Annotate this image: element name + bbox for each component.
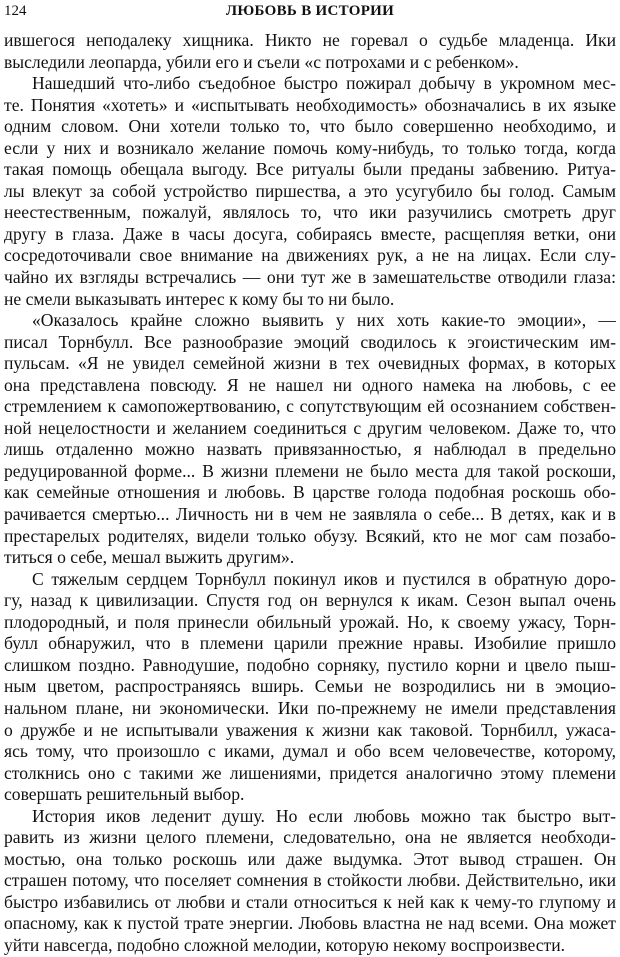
text-line: столкнись оно с такими же лишениями, придется аналогично этому племени	[4, 762, 616, 783]
text-line: мостью, она только роскошь или даже выдумка. Этот вывод страшен. Он	[4, 848, 616, 869]
text-line: булл обнаружил, что в племени царили прежние нравы. Изобилие пришло	[4, 633, 616, 654]
text-line: она представлена повсюду. Я не нашел ни одного намека на любовь, с ее	[4, 374, 616, 395]
text-line: стремлением к самопожертвованию, с сопутствующим ей осознанием собствен-	[4, 396, 616, 417]
text-line: совершать решительный выбор.	[4, 784, 245, 805]
text-line: нальном плане, ни экономически. Ики по-прежнему не имели представления	[4, 697, 616, 718]
text-line: лишь отдаленно можно назвать привязанностью, я наблюдал в предельно	[4, 439, 616, 460]
text-line: одним словом. Они хотели только то, что было совершенно необходимо, и	[4, 116, 616, 137]
running-title: ЛЮБОВЬ В ИСТОРИИ	[225, 3, 395, 19]
text-line: как семейные отношения и любовь. В царстве голода подобная роскошь обо-	[4, 482, 616, 503]
text-line: чайно их взгляды встречались — они тут же в замешательстве отводили глаза:	[4, 267, 616, 288]
text-line: ившегося неподалеку хищника. Никто не горевал о судьбе младенца. Ики	[4, 30, 616, 50]
text-line: не смели выказывать интерес к кому бы то ни было.	[4, 288, 395, 309]
running-header	[4, 1, 616, 21]
text-line: ясь тому, что произошло с иками, думал и обо всем человечестве, которому,	[4, 741, 616, 762]
text-line: сосредоточивали свое внимание на движениях рук, а не на лицах. Если слу-	[4, 245, 616, 266]
page-number: 124	[4, 3, 27, 19]
text-line: плодородный, и поля принесли обильный урожай. Но, к своему ужасу, Торн-	[4, 611, 616, 632]
text-line: рачивается смертью... Личность ни в чем не заявляла о себе... В детях, как и в	[4, 504, 616, 525]
text-line: гу, назад к цивилизации. Спустя год он вернулся к икам. Сезон выпал очень	[4, 590, 616, 611]
text-line: неестественным, пожалуй, являлось то, что ики разучились смотреть друг	[4, 202, 616, 223]
text-line: ным цветом, распространяясь вширь. Семьи не возродились ни в эмоцио-	[4, 676, 616, 697]
text-line: титься о себе, мешал выжить другим».	[4, 547, 295, 568]
text-line: писал Торнбулл. Все разнообразие эмоций сводилось к эгоистическим им-	[4, 331, 616, 352]
text-line: выследили леопарда, убили его и съели «с потрохами и с ребенком».	[4, 51, 519, 72]
text-line: «Оказалось крайне сложно выявить у них хоть какие-то эмоции», —	[32, 310, 616, 331]
text-line: другу в глаза. Даже в часы досуга, собираясь вместе, расщепляя ветки, они	[4, 223, 616, 244]
body-text	[4, 30, 616, 957]
text-line: История иков леденит душу. Но если любовь можно так быстро выт-	[32, 805, 616, 826]
text-line: опасному, как к пустой трате энергии. Любовь властна не над всеми. Она может	[4, 913, 616, 934]
text-line: ной нецелостности и желанием соединиться с другим человеком. Даже то, что	[4, 417, 616, 438]
text-line: страшен потому, что поселяет сомнения в стойкости любви. Действительно, ики	[4, 870, 616, 891]
text-line: престарелых родителях, видели только обузу. Всякий, кто не мог сам позабо-	[4, 525, 616, 546]
text-line: о дружбе и не испытывали уважения к жизни как таковой. Торнбилл, ужаса-	[4, 719, 616, 740]
text-line: С тяжелым сердцем Торнбулл покинул иков и пустился в обратную доро-	[32, 568, 616, 589]
text-line: лы влекут за собой устройство пиршества, а это усугубило бы голод. Самым	[4, 180, 616, 201]
text-line: равить из жизни целого племени, следовательно, она не является необходи-	[4, 827, 616, 848]
text-line: уйти навсегда, подобно сложной мелодии, которую некому воспроизвести.	[4, 934, 566, 955]
text-line: быстро избавились от любви и стали относиться к ней как к чему-то глупому и	[4, 891, 616, 912]
text-line: слишком поздно. Равнодушие, подобно сорняку, пустило корни и цвело пыш-	[4, 654, 616, 675]
text-line: такая помощь обещала выгоду. Все ритуалы были преданы забвению. Ритуа-	[4, 159, 616, 180]
text-line: те. Понятия «хотеть» и «испытывать необходимость» обозначались в их языке	[4, 94, 616, 115]
text-line: редуцированной форме... В жизни племени не было места для такой роскоши,	[4, 460, 616, 481]
text-line: Нашедший что-либо съедобное быстро пожирал добычу в укромном мес-	[32, 73, 616, 94]
text-line: если у них и возникало желание помочь кому-нибудь, то только тогда, когда	[4, 137, 616, 158]
text-line: пульсам. «Я не увидел семейной жизни в тех очевидных формах, в которых	[4, 353, 616, 374]
